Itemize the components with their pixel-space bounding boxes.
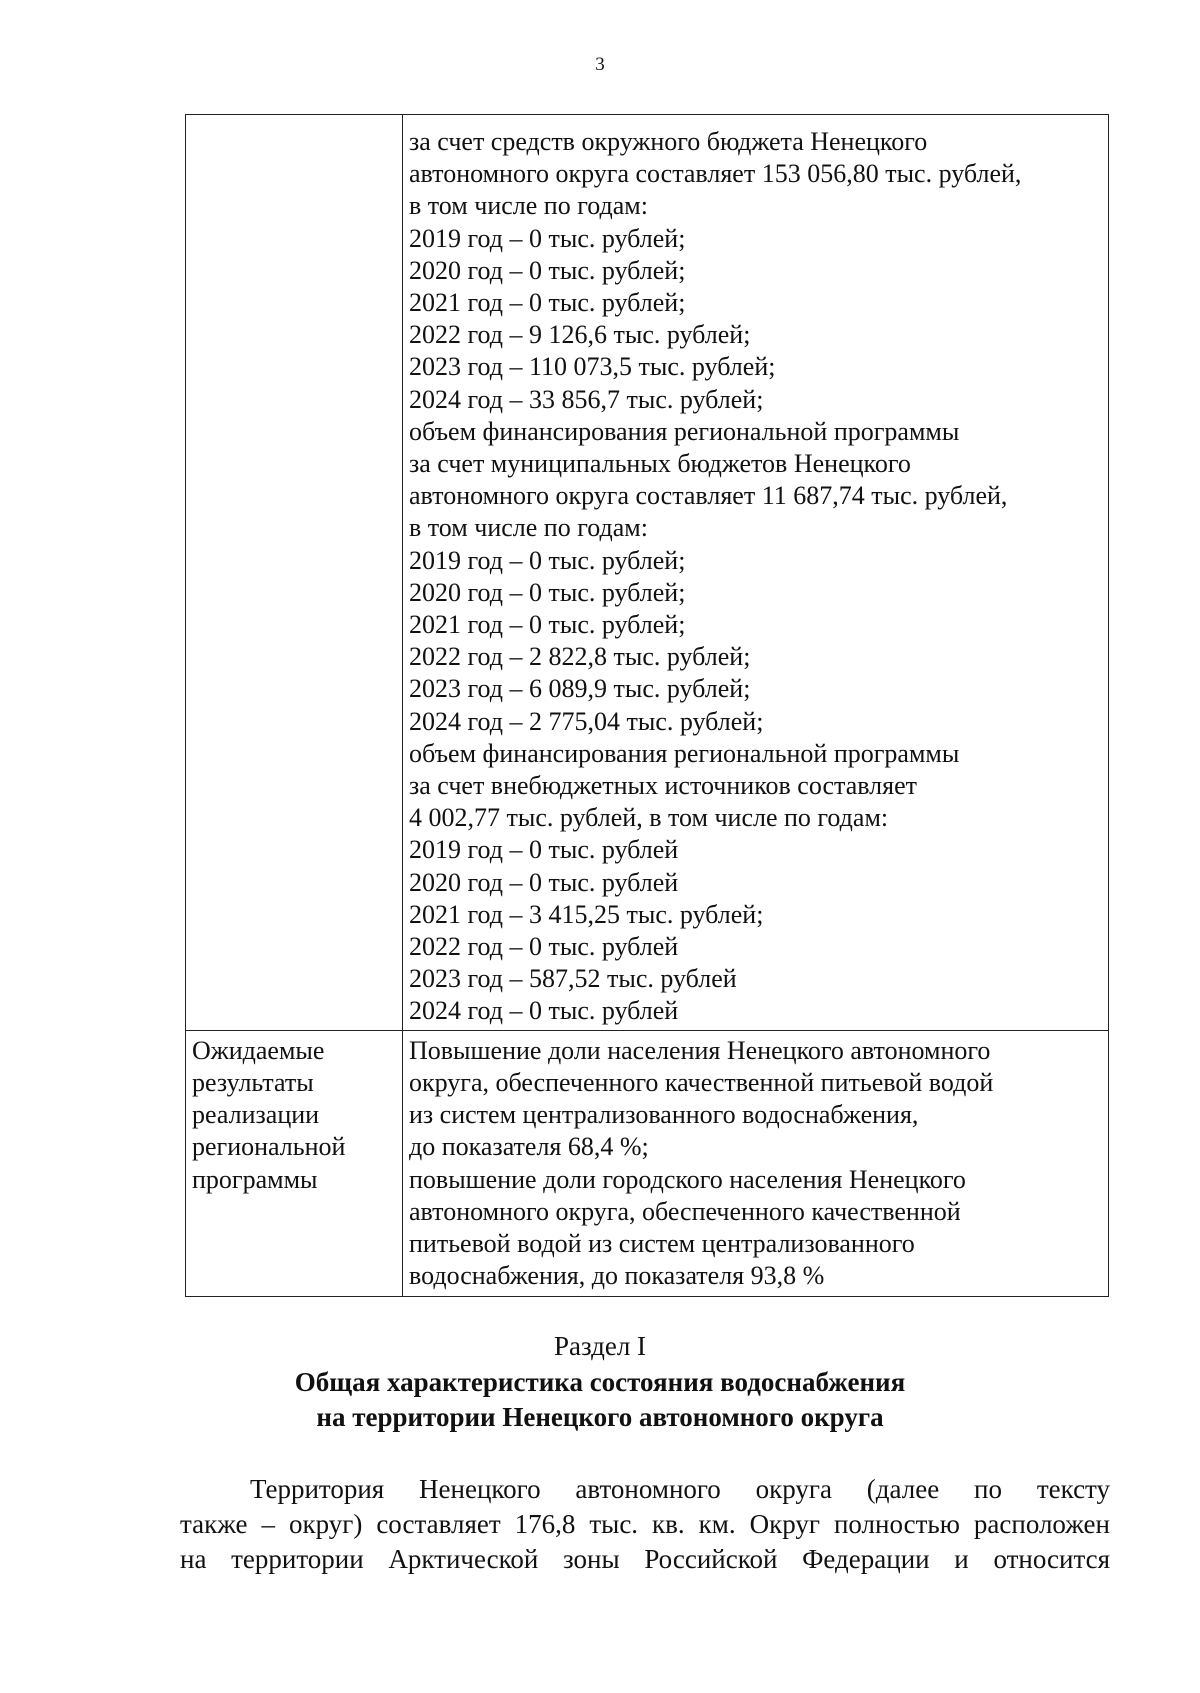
- results-line: повышение доли городского населения Ненецкого: [409, 1164, 966, 1194]
- financing-line: объем финансирования региональной программы: [409, 738, 960, 768]
- results-line: питьевой водой из систем централизованного: [409, 1228, 915, 1258]
- results-line: округа, обеспеченного качественной питьевой водой: [409, 1067, 994, 1097]
- financing-line: 2022 год – 0 тыс. рублей: [409, 932, 679, 962]
- financing-line: 2020 год – 0 тыс. рублей;: [409, 255, 686, 285]
- program-passport-table: [185, 114, 1109, 1297]
- financing-line: в том числе по годам:: [409, 513, 648, 543]
- results-label-line: реализации: [192, 1100, 320, 1130]
- body-line: на территории Арктической зоны Российской Федерации и относится: [180, 1544, 1110, 1574]
- financing-line: 2021 год – 3 415,25 тыс. рублей;: [409, 899, 764, 929]
- body-line: также – округ) составляет 176,8 тыс. кв. км. Округ полностью расположен: [180, 1509, 1110, 1539]
- financing-line: 2024 год – 33 856,7 тыс. рублей;: [409, 384, 764, 414]
- results-row: [186, 1030, 1109, 1297]
- results-label-cell: [186, 1030, 403, 1297]
- financing-label-cell: [186, 115, 403, 1031]
- financing-line: 2019 год – 0 тыс. рублей;: [409, 223, 686, 253]
- results-label-line: региональной: [192, 1132, 346, 1162]
- financing-line: объем финансирования региональной программы: [409, 416, 960, 446]
- results-label-line: программы: [192, 1164, 318, 1194]
- financing-line: за счет внебюджетных источников составляет: [409, 771, 918, 801]
- results-value-cell: [403, 1030, 1109, 1297]
- results-line: из систем централизованного водоснабжения,: [409, 1100, 919, 1130]
- financing-line: 4 002,77 тыс. рублей, в том числе по годам:: [409, 803, 889, 833]
- financing-line: за счет муниципальных бюджетов Ненецкого: [409, 449, 911, 479]
- financing-line: автономного округа составляет 11 687,74 тыс. рублей,: [409, 481, 1008, 511]
- financing-line: 2021 год – 0 тыс. рублей;: [409, 610, 686, 640]
- financing-line: 2021 год – 0 тыс. рублей;: [409, 288, 686, 318]
- financing-line: автономного округа составляет 153 056,80 тыс. рублей,: [409, 159, 1022, 189]
- financing-value-cell: [403, 115, 1109, 1031]
- results-line: Повышение доли населения Ненецкого автономного: [409, 1035, 991, 1065]
- financing-line: за счет средств окружного бюджета Ненецкого: [409, 127, 928, 156]
- financing-line: 2019 год – 0 тыс. рублей;: [409, 545, 686, 575]
- results-line: до показателя 68,4 %;: [409, 1132, 649, 1162]
- results-label-line: Ожидаемые: [192, 1035, 325, 1065]
- financing-line: 2024 год – 2 775,04 тыс. рублей;: [409, 706, 764, 736]
- section-title-line: Общая характеристика состояния водоснабжения: [294, 1367, 906, 1397]
- financing-line: 2023 год – 110 073,5 тыс. рублей;: [409, 352, 776, 382]
- financing-row: [186, 115, 1109, 1031]
- results-line: автономного округа, обеспеченного качественной: [409, 1196, 961, 1226]
- financing-line: 2023 год – 587,52 тыс. рублей: [409, 964, 737, 994]
- page-number: 3: [595, 54, 605, 75]
- financing-line: 2020 год – 0 тыс. рублей;: [409, 577, 686, 607]
- results-line: водоснабжения, до показателя 93,8 %: [409, 1261, 825, 1291]
- section-title: [0, 1365, 1200, 1435]
- section-title-line: на территории Ненецкого автономного округа: [316, 1402, 884, 1432]
- financing-line: 2019 год – 0 тыс. рублей: [409, 835, 679, 865]
- financing-line: в том числе по годам:: [409, 191, 648, 221]
- financing-line: 2022 год – 2 822,8 тыс. рублей;: [409, 642, 751, 672]
- body-line: Территория Ненецкого автономного округа (далее по тексту: [250, 1474, 1110, 1504]
- financing-line: 2024 год – 0 тыс. рублей: [409, 996, 679, 1026]
- financing-line: 2020 год – 0 тыс. рублей: [409, 867, 679, 897]
- financing-line: 2023 год – 6 089,9 тыс. рублей;: [409, 674, 751, 704]
- body-paragraph: [180, 1472, 1110, 1577]
- section-label: Раздел I: [553, 1331, 647, 1361]
- financing-line: 2022 год – 9 126,6 тыс. рублей;: [409, 320, 751, 350]
- results-label-line: результаты: [192, 1067, 314, 1097]
